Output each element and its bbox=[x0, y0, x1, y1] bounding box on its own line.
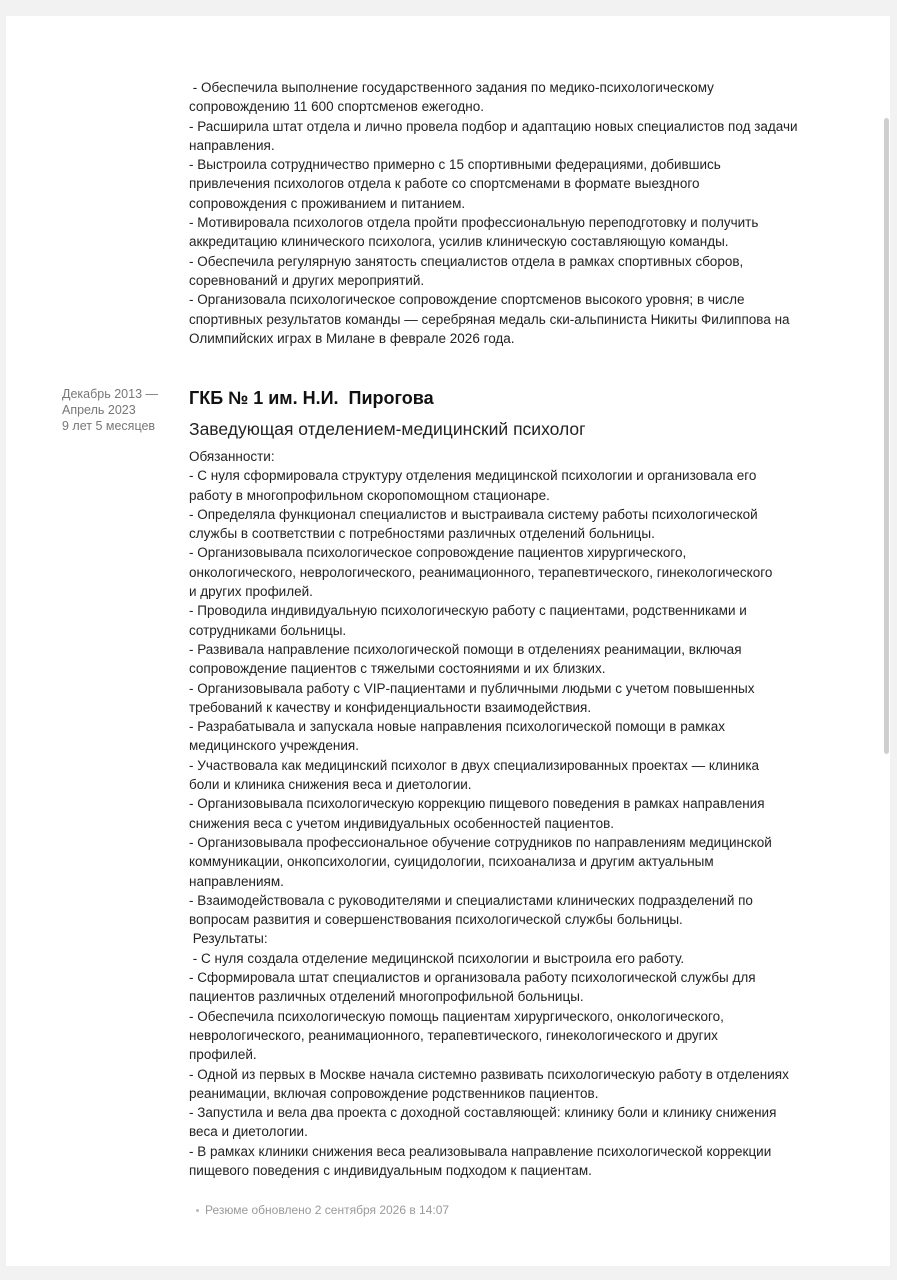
experience-period bbox=[62, 386, 182, 434]
text-line: пищевого поведения с индивидуальным подходом к пациентам. bbox=[189, 1162, 592, 1178]
previous-job-results bbox=[189, 78, 849, 348]
text-line: соревнований и других мероприятий. bbox=[189, 272, 425, 288]
text-line: направления. bbox=[189, 137, 275, 153]
text-line: сопровождению 11 600 спортсменов ежегодно. bbox=[189, 99, 485, 115]
text-line: пациентов различных отделений многопрофильной больницы. bbox=[189, 989, 584, 1005]
text-line: Обязанности: bbox=[189, 449, 275, 464]
text-line: - В рамках клиники снижения веса реализовывала направление психологической коррекции bbox=[189, 1143, 772, 1159]
text-line: - Развивала направление психологической помощи в отделениях реанимации, включая bbox=[189, 641, 742, 657]
text-line: - Обеспечила выполнение государственного задания по медико-психологическому bbox=[189, 80, 714, 95]
text-line: коммуникации, онкопсихологии, суицидологии, психоанализа и другим актуальным bbox=[189, 854, 714, 870]
job-description bbox=[189, 447, 849, 1180]
text-line: - Организовывала профессиональное обучение сотрудников по направлениям медицинской bbox=[189, 834, 772, 850]
text-line: привлечения психологов отдела к работе со спортсменами в формате выездного bbox=[189, 176, 700, 192]
scrollbar[interactable] bbox=[884, 118, 889, 754]
text-line: вопросам развития и совершенствования психологической службы больницы. bbox=[189, 912, 683, 928]
text-line: - Сформировала штат специалистов и организовала работу психологической службы для bbox=[189, 970, 756, 986]
text-line: реанимации, включая сопровождение родственников пациентов. bbox=[189, 1085, 599, 1101]
text-line: - Участвовала как медицинский психолог в двух специализированных проектах — клиника bbox=[189, 757, 760, 773]
period-duration: 9 лет 5 месяцев bbox=[62, 419, 156, 433]
text-line: направлениям. bbox=[189, 873, 284, 889]
text-line: - Организовывала психологическую коррекцию пищевого поведения в рамках направления bbox=[189, 796, 765, 812]
position-title: Заведующая отделением-медицинский психолог bbox=[189, 419, 586, 439]
text-line: - Обеспечила регулярную занятость специалистов отдела в рамках спортивных сборов, bbox=[189, 253, 744, 269]
text-line: - Выстроила сотрудничество примерно с 15 спортивными федерациями, добившись bbox=[189, 157, 721, 173]
company-name: ГКБ № 1 им. Н.И. Пирогова bbox=[189, 388, 434, 408]
text-line: службы в соответствии с потребностями различных отделений больницы. bbox=[189, 526, 655, 542]
resume-updated bbox=[196, 1203, 449, 1217]
text-line: веса и диетологии. bbox=[189, 1124, 308, 1140]
text-line: - Одной из первых в Москве начала системно развивать психологическую работу в отделениях bbox=[189, 1066, 789, 1082]
text-line: - Организовывала работу с VIP-пациентами и публичными людьми с учетом повышенных bbox=[189, 680, 755, 696]
text-line: - Запустила и вела два проекта с доходной составляющей: клинику боли и клинику снижения bbox=[189, 1105, 777, 1121]
experience-entry bbox=[189, 386, 849, 1180]
text-line: - Взаимодействовала с руководителями и специалистами клинических подразделений по bbox=[189, 892, 753, 908]
text-line: спортивных результатов команды — серебряная медаль ски-альпиниста Никиты Филиппова на bbox=[189, 311, 790, 327]
text-line: - Организовывала психологическое сопровождение пациентов хирургического, bbox=[189, 545, 687, 561]
text-line: сопровождения с проживанием и питанием. bbox=[189, 195, 466, 211]
text-line: аккредитацию клинического психолога, усилив клиническую составляющую команды. bbox=[189, 234, 729, 250]
text-line: - Определяла функционал специалистов и выстраивала систему работы психологической bbox=[189, 506, 758, 522]
text-line: - С нуля сформировала структуру отделения медицинской психологии и организовала его bbox=[189, 468, 757, 484]
text-line: - Проводила индивидуальную психологическую работу с пациентами, родственниками и bbox=[189, 603, 747, 619]
text-line: сопровождение пациентов с тяжелыми состояниями и их близких. bbox=[189, 661, 606, 677]
text-line: - Разрабатывала и запускала новые направления психологической помощи в рамках bbox=[189, 719, 725, 735]
text-line: - Расширила штат отдела и лично провела подбор и адаптацию новых специалистов под задачи bbox=[189, 118, 798, 134]
text-line: онкологического, неврологического, реанимационного, терапевтического, гинекологического bbox=[189, 564, 773, 580]
text-line: требований к качеству и конфиденциальности взаимодействия. bbox=[189, 699, 592, 715]
text-line: Олимпийских играх в Милане в феврале 2026 года. bbox=[189, 330, 515, 346]
text-line: снижения веса с учетом индивидуальных особенностей пациентов. bbox=[189, 815, 614, 831]
text-line: Результаты: bbox=[189, 931, 268, 947]
text-line: боли и клиника снижения веса и диетологии. bbox=[189, 777, 472, 793]
text-line: медицинского учреждения. bbox=[189, 738, 359, 754]
text-line: - Обеспечила психологическую помощь пациентам хирургического, онкологического, bbox=[189, 1008, 724, 1024]
text-line: и других профилей. bbox=[189, 584, 313, 600]
text-line: - Мотивировала психологов отдела пройти профессиональную переподготовку и получить bbox=[189, 215, 759, 231]
text-line: профилей. bbox=[189, 1047, 257, 1063]
text-line: - Организовала психологическое сопровождение спортсменов высокого уровня; в числе bbox=[189, 292, 745, 308]
updated-text: Резюме обновлено 2 сентября 2026 в 14:07 bbox=[205, 1203, 450, 1217]
bullet-dot-icon bbox=[196, 1209, 199, 1212]
text-line: работу в многопрофильном скоропомощном стационаре. bbox=[189, 487, 550, 503]
text-line: неврологического, реанимационного, терапевтического, гинекологического и других bbox=[189, 1027, 718, 1043]
text-line: сотрудниками больницы. bbox=[189, 622, 347, 638]
period-range: Декабрь 2013 — Апрель 2023 bbox=[62, 387, 158, 417]
text-line: - С нуля создала отделение медицинской психологии и выстроила его работу. bbox=[189, 950, 685, 966]
